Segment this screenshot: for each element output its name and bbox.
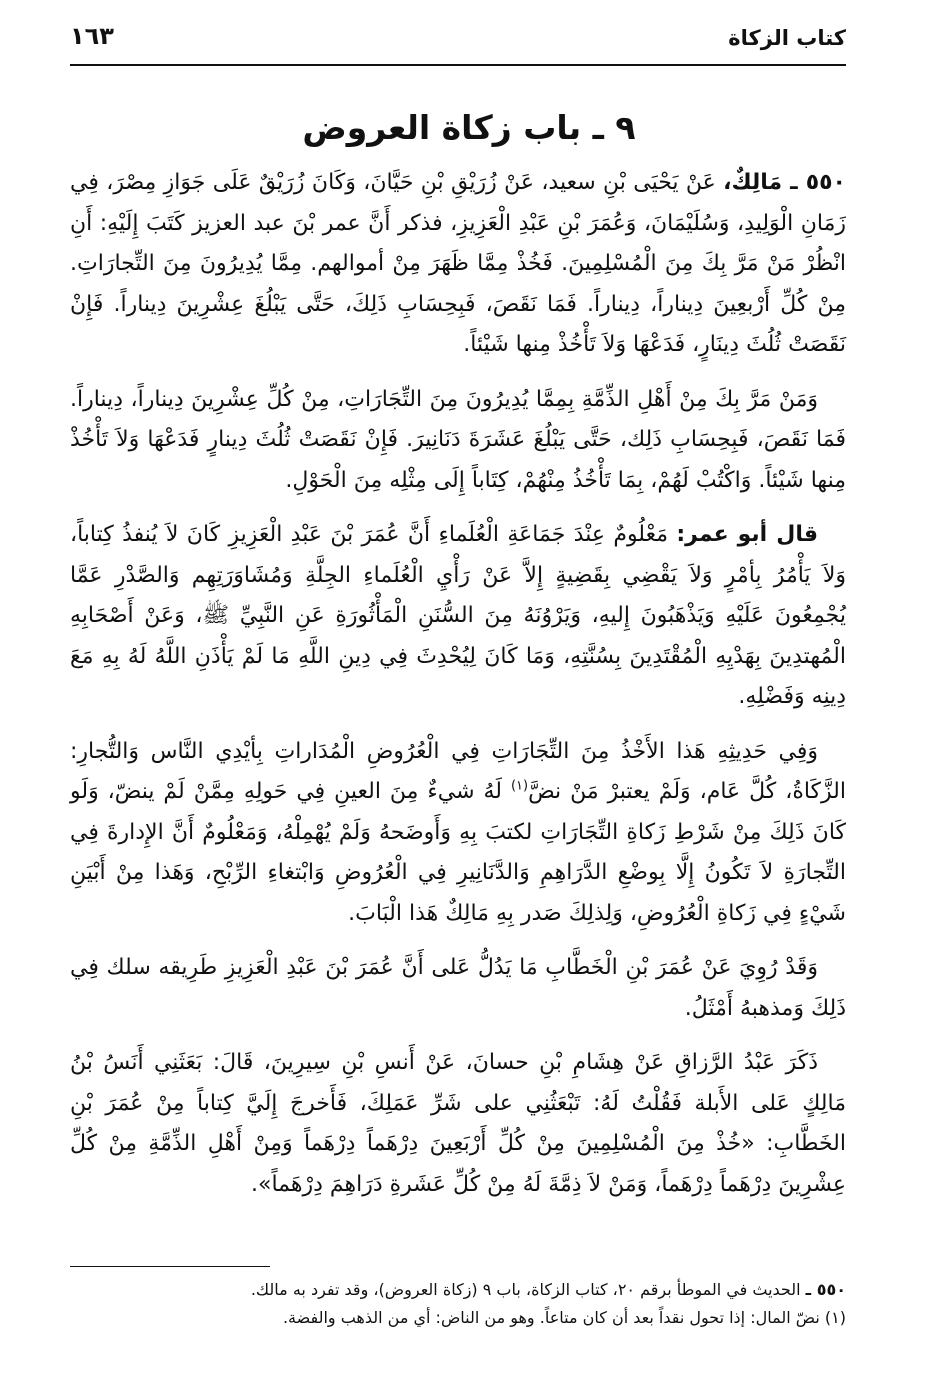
footnote-reference[interactable]: (١) (510, 778, 529, 794)
hadith-number-lead: ٥٥٠ ـ مَالِكٌ، (723, 170, 846, 195)
page-number: ١٦٣ (70, 22, 114, 50)
paragraph-text: عَنْ يَحْيَى بْنِ سعيد، عَنْ زُرَيْقِ بْنِ حَيَّانَ، وَكَانَ زُرَيْقٌ عَلَى جَوَازِ مِصْرَ، فِي زَمَانِ الْوَلِيدِ، وَسُلَيْمَانَ، وَعُمَرَ بْنِ عَبْدِ الْعَزِيزِ، فذكر أَنَّ عمر بْنَ عبد العزيز كَتَبَ إِلَيْهِ: أَنِ انْظُرْ مَنْ مَرَّ بِكَ مِنَ الْمُسْلِمِينَ. فَخُذْ مِمَّا ظَهَرَ مِنْ أموالهم. مِمَّا يُدِيرُونَ مِنَ التِّجارَاتِ. مِنْ كُلِّ أَرْبعِينَ دِيناراً، دِيناراً. فَمَا نَقَصَ، فَبِحِسَابِ ذَلِكَ، حَتَّى يَبْلُغَ عِشْرِينَ دِيناراً. فَإِنْ نَقَصَتْ ثُلُثَ دِينَارٍ، فَدَعْهَا وَلاَ تَأْخُذْ مِنها شَيْئاً. (70, 170, 846, 357)
paragraph-text: وَفِي حَدِيثِهِ هَذا الأَخْذُ مِنَ التِّجَارَاتِ فِي الْعُرُوضِ الْمُدَاراتِ بِأيْدِي النَّاس وَالتُّجارِ: الزَّكَاةُ، كُلَّ عَام، وَلَمْ يعتبرْ مَنْ نضَّ (70, 738, 846, 804)
book-title: كتاب الزكاة (728, 26, 846, 50)
commentator-lead: قال أبو عمر: (676, 522, 818, 547)
footnotes (70, 1276, 846, 1332)
paragraph-trade-goods (70, 732, 846, 935)
footnote-text: الحديث في الموطأ برقم ٢٠، كتاب الزكاة، باب ٩ (زكاة العروض)، وقد تفرد به مالك. (250, 1280, 806, 1299)
footnote-marker: ٥٥٠ ـ (805, 1280, 846, 1299)
chapter-title: ٩ ـ باب زكاة العروض (302, 108, 636, 147)
paragraph-hadith-550 (70, 163, 846, 366)
footnote-item (70, 1304, 846, 1332)
paragraph-abu-umar (70, 515, 846, 718)
paragraph-text: لَهُ شيءٌ مِنَ العينِ فِي حَولِهِ مِمَّنْ لَمْ ينضّ، وَلَو كَانَ ذَلِكَ مِنْ شَرْطِ زَكاةِ التِّجَارَاتِ لكتبَ بِهِ وَأَوضَحهُ وَلَمْ يُهْمِلْهُ، وَمَعْلُومٌ أَنَّ الإِدارةَ فِي التِّجارَةِ لاَ تَكُونُ إِلَّا بِوضْعِ الدَّرَاهِمِ وَالدَّنَانِيرِ فِي الْعُرُوضِ وَابْتغاءِ الرِّبْحِ، وَهَذا مِنْ أَبْيَنِ شَيْءٍ فِي زَكاةِ الْعُرُوضِ، وَلِذلِكَ صَدر بِهِ مَالِكٌ هَذا الْبَابَ. (70, 779, 846, 926)
main-text (70, 163, 846, 1219)
paragraph-text: مَعْلُومٌ عِنْدَ جَمَاعَةِ الْعُلَماءِ أَنَّ عُمَرَ بْنَ عَبْدِ الْعَزِيزِ كَانَ لاَ يُنفذُ كِتاباً، وَلاَ يَأْمُرُ بِأمْرٍ وَلاَ يَقْضِي بِقَضِيةٍ إِلاَّ عَنْ رَأْيِ الْعُلَماءِ الجِلَّةِ وَمُشَاوَرَتِهِم وَالصَّدْرِ عَمَّا يُجْمِعُونَ عَلَيْهِ وَيَذْهَبُونَ إِليهِ، وَيَرْوُنَهُ مِنَ السُّنَنِ الْمَأْثُورَةِ عَنِ النَّبِيِّ ﷺ، وَعَنْ أَصْحَابِهِ الْمُهتدِينَ بِهَدْيِهِ الْمُقْتَدِينَ بِسُنَّتِهِ، وَمَا كَانَ لِيُحْدِثَ فِي دِينِ اللَّهِ مَا لَمْ يَأْذَنِ اللَّهُ لَهُ بِهِ مَعَ دِينِه وَفَضْلِهِ. (70, 522, 846, 709)
paragraph-ahl-dhimma (70, 380, 846, 502)
running-header (70, 18, 846, 66)
paragraph-umar-khattab (70, 948, 846, 1029)
paragraph-text: ذَكَرَ عَبْدُ الرَّزاقِ عَنْ هِشَامِ بْنِ حسانَ، عَنْ أَنسِ بْنِ سِيرِينَ، قَالَ: بَعَثَنِي أَنَسُ بْنُ مَالِكٍ عَلى الأَبلة فَقُلْتُ لَهُ: تَبْعَثُنِي على شَرِّ عَمَلِكَ، فَأَخرجَ إِلَيَّ كِتاباً مِنْ عُمَرَ بْنِ الخَطَّابِ: «خُذْ مِنَ الْمُسْلِمِينَ مِنْ كُلِّ أَرْبَعِينَ دِرْهَماً دِرْهَماً وَمِنْ أَهْلِ الذِّمَّةِ مِنْ كُلِّ عِشْرِينَ دِرْهَماً دِرْهَماً، وَمَنْ لاَ ذِمَّةَ لَهُ مِنْ كُلِّ عَشَرةِ دَرَاهِمَ دِرْهَماً». (70, 1050, 846, 1197)
paragraph-text: وَقَدْ رُوِيَ عَنْ عُمَرَ بْنِ الْخَطَّابِ مَا يَدُلُّ عَلى أَنَّ عُمَرَ بْنَ عَبْدِ الْعَزِيزِ طَرِيقه سلك فِي ذَلِكَ وَمذهبهُ أَمْثَلُ. (70, 955, 846, 1021)
paragraph-text: وَمَنْ مَرَّ بِكَ مِنْ أَهْلِ الذِّمَّةِ بِمِمَّا يُدِيرُونَ مِنَ التِّجَارَاتِ، مِنْ كُلِّ عِشْرِينَ دِيناراً، دِيناراً. فَمَا نَقَصَ، فَبِحِسَابِ ذَلِك، حَتَّى يَبْلُغَ عَشَرَةَ دَنَانِيرَ. فَإِنْ نَقَصَتْ ثُلُثَ دِينارٍ فَدَعْهَا وَلاَ تَأْخُذْ مِنها شَيْئاً. وَاكْتُبْ لَهُمْ، بِمَا تَأْخُذُ مِنْهُمْ، كِتَاباً إِلَى مِثْلِه مِنَ الْحَوْلِ. (70, 386, 846, 493)
paragraph-abd-al-razzaq (70, 1043, 846, 1205)
footnote-text: نضّ المال: إذا تحول نقداً بعد أن كان متاعاً. وهو من الناض: أي من الذهب والفضة. (282, 1308, 825, 1327)
footnote-divider (70, 1266, 270, 1267)
footnote-item (70, 1276, 846, 1304)
footnote-marker: (١) (824, 1308, 846, 1327)
